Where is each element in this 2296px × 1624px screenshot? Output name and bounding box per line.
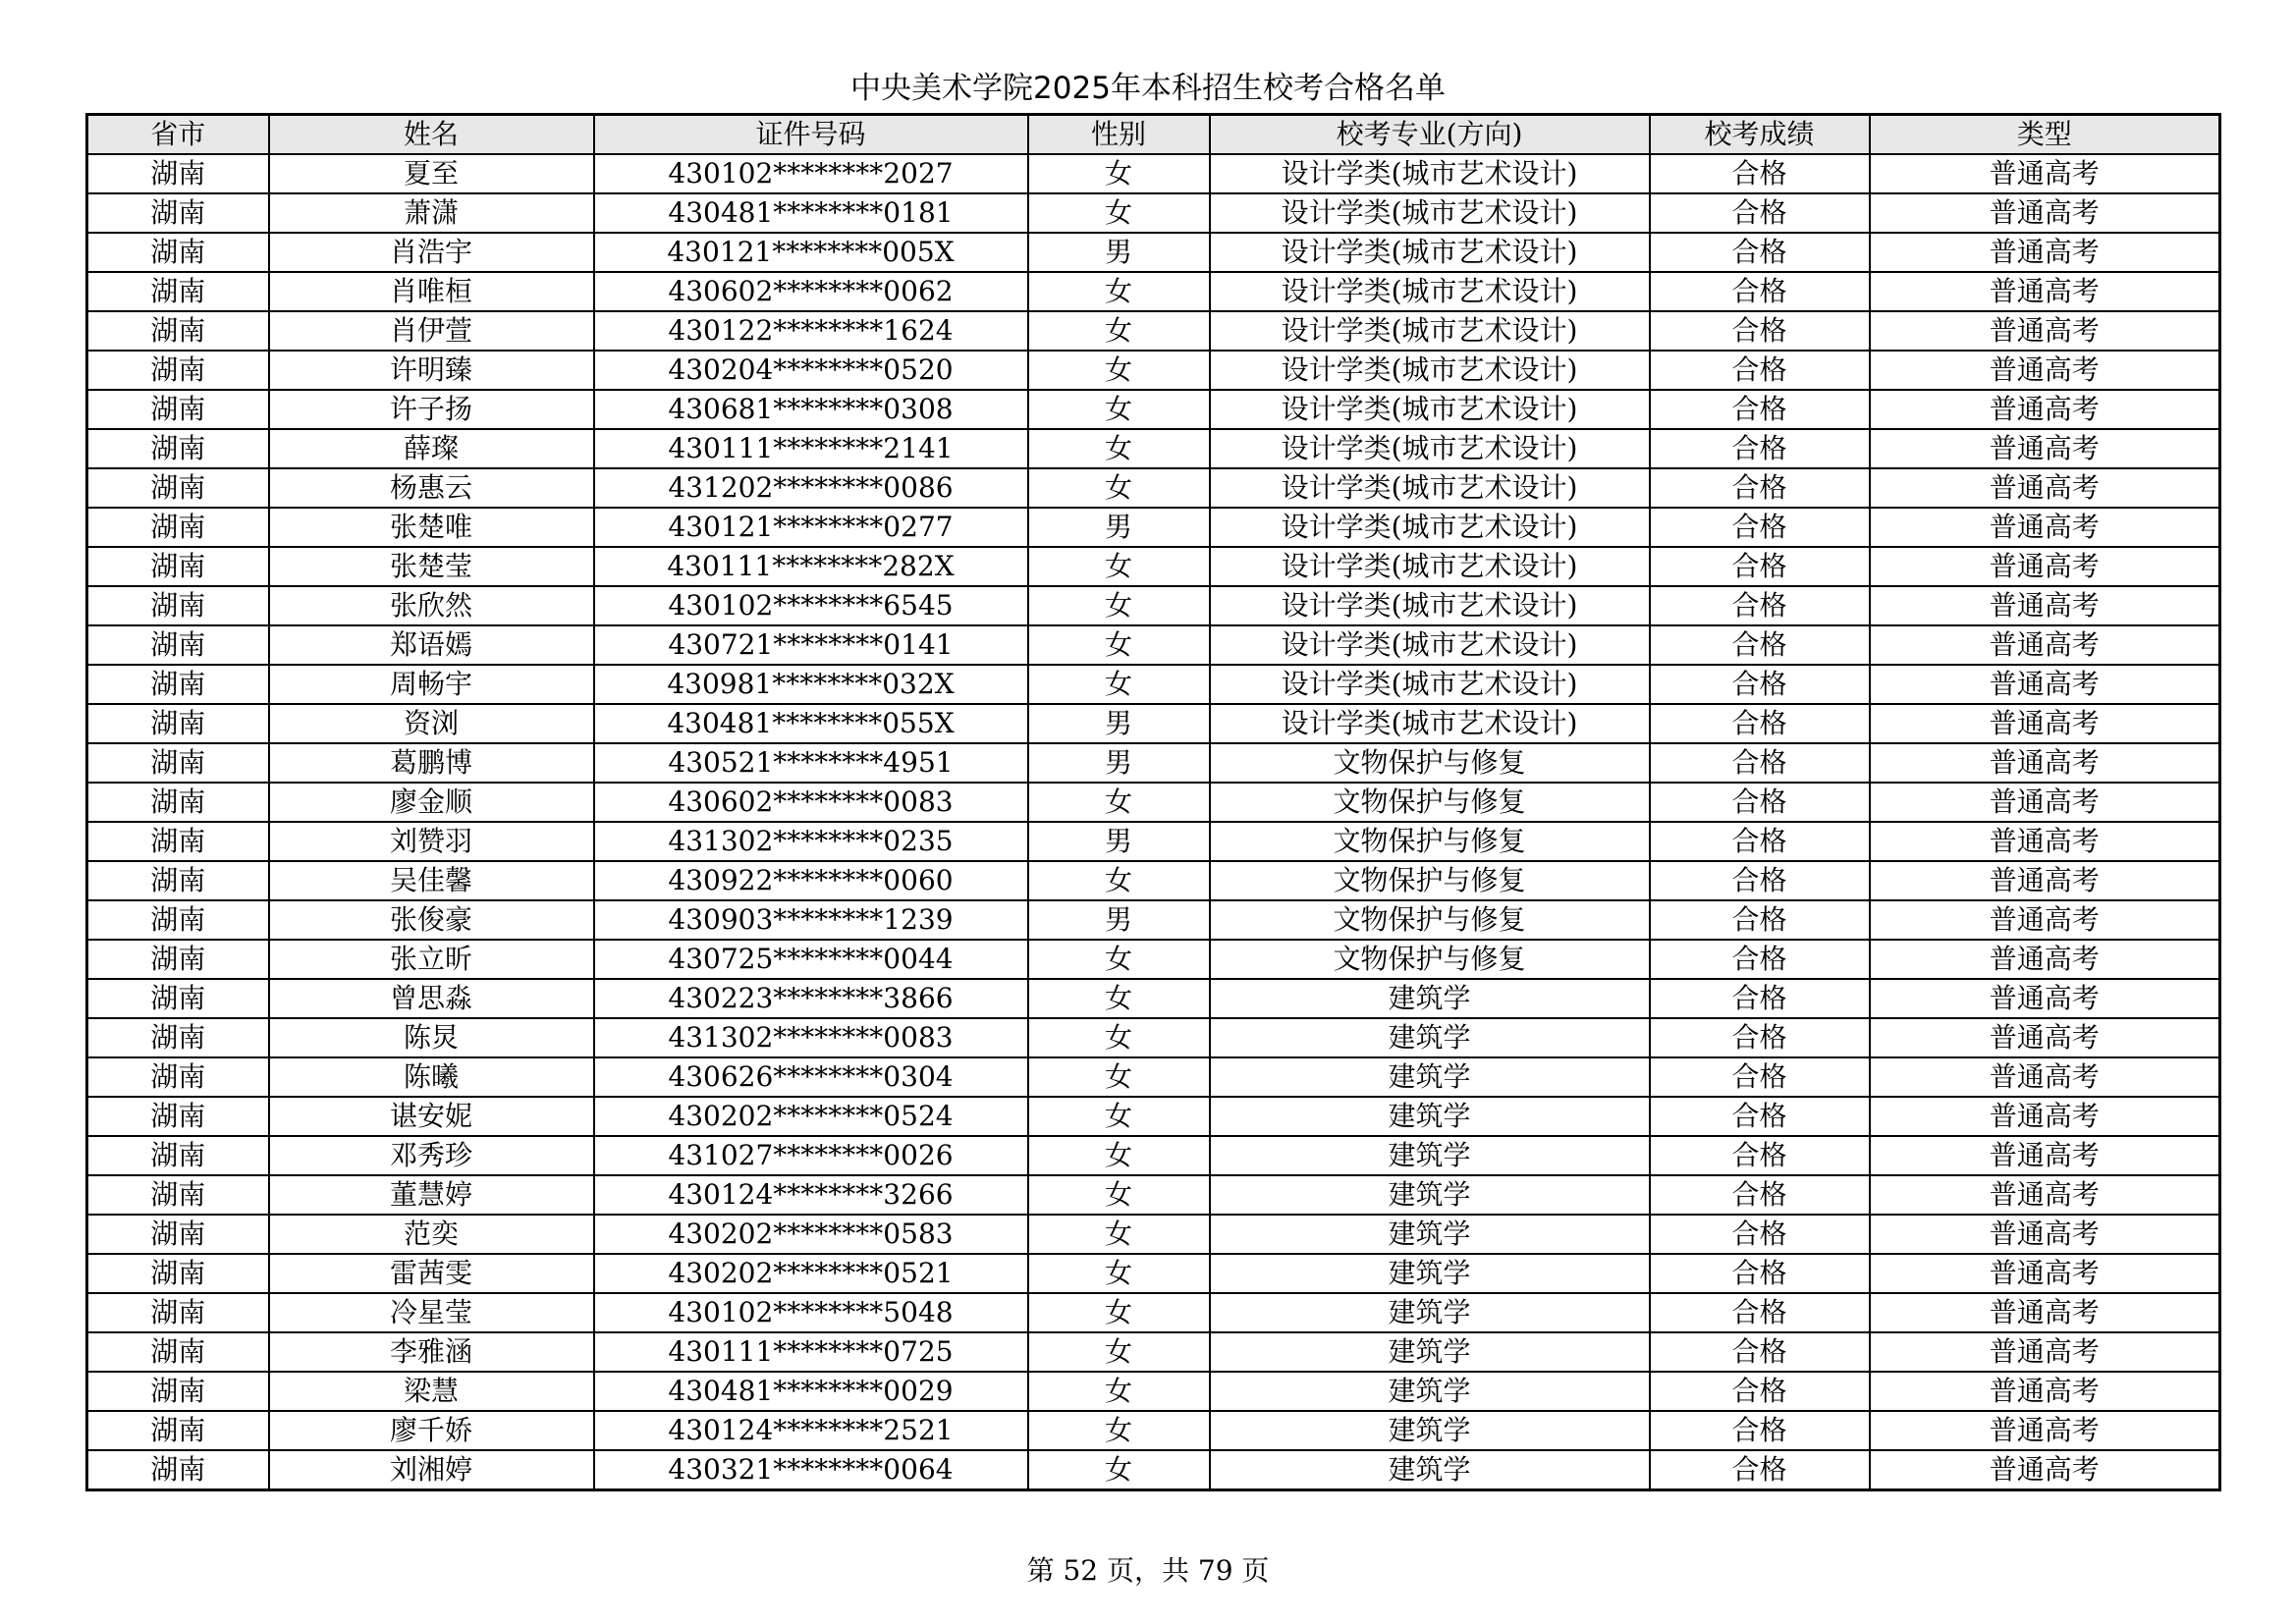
table-row <box>87 1215 2220 1254</box>
cell-id-number: 430725********0044 <box>594 940 1028 979</box>
cell-type: 普通高考 <box>1870 783 2220 822</box>
cell-gender: 女 <box>1028 311 1210 351</box>
cell-gender: 女 <box>1028 468 1210 508</box>
cell-result: 合格 <box>1650 154 1870 193</box>
cell-province: 湖南 <box>87 1372 269 1411</box>
table-row <box>87 154 2220 193</box>
cell-name: 邓秀珍 <box>269 1136 594 1175</box>
cell-province: 湖南 <box>87 940 269 979</box>
cell-id-number: 430903********1239 <box>594 900 1028 940</box>
table-row <box>87 783 2220 822</box>
cell-type: 普通高考 <box>1870 743 2220 783</box>
cell-gender: 女 <box>1028 861 1210 900</box>
cell-name: 肖浩宇 <box>269 233 594 272</box>
cell-result: 合格 <box>1650 429 1870 468</box>
cell-province: 湖南 <box>87 783 269 822</box>
cell-gender: 男 <box>1028 900 1210 940</box>
cell-id-number: 430102********6545 <box>594 586 1028 625</box>
cell-province: 湖南 <box>87 468 269 508</box>
cell-gender: 男 <box>1028 233 1210 272</box>
cell-major: 设计学类(城市艺术设计) <box>1210 390 1650 429</box>
cell-major: 文物保护与修复 <box>1210 743 1650 783</box>
cell-province: 湖南 <box>87 311 269 351</box>
cell-gender: 女 <box>1028 1215 1210 1254</box>
cell-gender: 女 <box>1028 625 1210 665</box>
table-row <box>87 1254 2220 1293</box>
cell-major: 设计学类(城市艺术设计) <box>1210 468 1650 508</box>
cell-gender: 女 <box>1028 351 1210 390</box>
table-row <box>87 822 2220 861</box>
cell-province: 湖南 <box>87 822 269 861</box>
cell-gender: 男 <box>1028 704 1210 743</box>
cell-name: 谌安妮 <box>269 1097 594 1136</box>
cell-name: 张楚莹 <box>269 547 594 586</box>
cell-result: 合格 <box>1650 547 1870 586</box>
cell-gender: 女 <box>1028 1018 1210 1057</box>
table-row <box>87 1293 2220 1332</box>
cell-major: 设计学类(城市艺术设计) <box>1210 311 1650 351</box>
cell-id-number: 430102********2027 <box>594 154 1028 193</box>
cell-major: 设计学类(城市艺术设计) <box>1210 154 1650 193</box>
cell-gender: 女 <box>1028 1175 1210 1215</box>
cell-name: 薛璨 <box>269 429 594 468</box>
cell-id-number: 430602********0083 <box>594 783 1028 822</box>
table-row <box>87 351 2220 390</box>
cell-province: 湖南 <box>87 1215 269 1254</box>
cell-result: 合格 <box>1650 508 1870 547</box>
cell-province: 湖南 <box>87 861 269 900</box>
cell-name: 廖千娇 <box>269 1411 594 1450</box>
cell-major: 文物保护与修复 <box>1210 822 1650 861</box>
cell-province: 湖南 <box>87 1018 269 1057</box>
cell-province: 湖南 <box>87 625 269 665</box>
table-row <box>87 1136 2220 1175</box>
cell-id-number: 430321********0064 <box>594 1450 1028 1490</box>
cell-type: 普通高考 <box>1870 154 2220 193</box>
cell-gender: 女 <box>1028 154 1210 193</box>
cell-result: 合格 <box>1650 1018 1870 1057</box>
cell-type: 普通高考 <box>1870 311 2220 351</box>
cell-type: 普通高考 <box>1870 1215 2220 1254</box>
cell-province: 湖南 <box>87 704 269 743</box>
cell-major: 设计学类(城市艺术设计) <box>1210 351 1650 390</box>
cell-gender: 男 <box>1028 508 1210 547</box>
cell-id-number: 430111********282X <box>594 547 1028 586</box>
cell-result: 合格 <box>1650 665 1870 704</box>
cell-name: 陈曦 <box>269 1057 594 1097</box>
table-row <box>87 193 2220 233</box>
cell-type: 普通高考 <box>1870 1175 2220 1215</box>
cell-province: 湖南 <box>87 351 269 390</box>
cell-province: 湖南 <box>87 1293 269 1332</box>
cell-major: 建筑学 <box>1210 1136 1650 1175</box>
table-header-row <box>87 115 2220 155</box>
cell-type: 普通高考 <box>1870 1411 2220 1450</box>
cell-major: 建筑学 <box>1210 1254 1650 1293</box>
cell-id-number: 430111********0725 <box>594 1332 1028 1372</box>
table-row <box>87 665 2220 704</box>
cell-province: 湖南 <box>87 233 269 272</box>
cell-province: 湖南 <box>87 743 269 783</box>
cell-result: 合格 <box>1650 1332 1870 1372</box>
cell-id-number: 430202********0521 <box>594 1254 1028 1293</box>
cell-province: 湖南 <box>87 508 269 547</box>
cell-province: 湖南 <box>87 979 269 1018</box>
cell-type: 普通高考 <box>1870 1254 2220 1293</box>
cell-type: 普通高考 <box>1870 272 2220 311</box>
cell-name: 刘赞羽 <box>269 822 594 861</box>
header-gender: 性别 <box>1028 115 1210 155</box>
cell-gender: 女 <box>1028 783 1210 822</box>
cell-major: 建筑学 <box>1210 1372 1650 1411</box>
cell-major: 文物保护与修复 <box>1210 940 1650 979</box>
cell-province: 湖南 <box>87 900 269 940</box>
cell-id-number: 430202********0583 <box>594 1215 1028 1254</box>
cell-type: 普通高考 <box>1870 1018 2220 1057</box>
cell-id-number: 430122********1624 <box>594 311 1028 351</box>
cell-name: 刘湘婷 <box>269 1450 594 1490</box>
cell-id-number: 431302********0083 <box>594 1018 1028 1057</box>
cell-major: 建筑学 <box>1210 1450 1650 1490</box>
cell-name: 资浏 <box>269 704 594 743</box>
cell-name: 吴佳馨 <box>269 861 594 900</box>
header-name: 姓名 <box>269 115 594 155</box>
cell-id-number: 430681********0308 <box>594 390 1028 429</box>
cell-name: 廖金顺 <box>269 783 594 822</box>
cell-gender: 女 <box>1028 1293 1210 1332</box>
cell-major: 建筑学 <box>1210 979 1650 1018</box>
cell-type: 普通高考 <box>1870 625 2220 665</box>
cell-name: 杨惠云 <box>269 468 594 508</box>
table-row <box>87 272 2220 311</box>
table-row <box>87 1332 2220 1372</box>
cell-id-number: 430204********0520 <box>594 351 1028 390</box>
cell-type: 普通高考 <box>1870 233 2220 272</box>
table-row <box>87 547 2220 586</box>
cell-major: 建筑学 <box>1210 1411 1650 1450</box>
cell-result: 合格 <box>1650 783 1870 822</box>
table-row <box>87 586 2220 625</box>
document-title: 中央美术学院2025年本科招生校考合格名单 <box>850 71 1446 106</box>
cell-type: 普通高考 <box>1870 900 2220 940</box>
cell-result: 合格 <box>1650 1254 1870 1293</box>
cell-result: 合格 <box>1650 1057 1870 1097</box>
cell-id-number: 430121********0277 <box>594 508 1028 547</box>
cell-gender: 女 <box>1028 979 1210 1018</box>
cell-province: 湖南 <box>87 1450 269 1490</box>
header-province: 省市 <box>87 115 269 155</box>
cell-major: 设计学类(城市艺术设计) <box>1210 508 1650 547</box>
cell-name: 曾思淼 <box>269 979 594 1018</box>
cell-result: 合格 <box>1650 390 1870 429</box>
table-row <box>87 1018 2220 1057</box>
cell-major: 设计学类(城市艺术设计) <box>1210 625 1650 665</box>
cell-id-number: 430521********4951 <box>594 743 1028 783</box>
cell-result: 合格 <box>1650 1175 1870 1215</box>
cell-id-number: 430102********5048 <box>594 1293 1028 1332</box>
cell-name: 雷茜雯 <box>269 1254 594 1293</box>
cell-province: 湖南 <box>87 1254 269 1293</box>
cell-result: 合格 <box>1650 193 1870 233</box>
cell-id-number: 430922********0060 <box>594 861 1028 900</box>
cell-gender: 女 <box>1028 1411 1210 1450</box>
cell-name: 周畅宇 <box>269 665 594 704</box>
cell-gender: 女 <box>1028 1136 1210 1175</box>
cell-result: 合格 <box>1650 940 1870 979</box>
table-row <box>87 429 2220 468</box>
cell-major: 建筑学 <box>1210 1215 1650 1254</box>
cell-result: 合格 <box>1650 1136 1870 1175</box>
cell-result: 合格 <box>1650 1097 1870 1136</box>
cell-type: 普通高考 <box>1870 586 2220 625</box>
cell-id-number: 430981********032X <box>594 665 1028 704</box>
cell-type: 普通高考 <box>1870 665 2220 704</box>
cell-name: 陈炅 <box>269 1018 594 1057</box>
cell-name: 葛鹏博 <box>269 743 594 783</box>
cell-result: 合格 <box>1650 1293 1870 1332</box>
cell-result: 合格 <box>1650 351 1870 390</box>
cell-province: 湖南 <box>87 1332 269 1372</box>
cell-major: 设计学类(城市艺术设计) <box>1210 233 1650 272</box>
cell-province: 湖南 <box>87 1136 269 1175</box>
cell-province: 湖南 <box>87 390 269 429</box>
cell-province: 湖南 <box>87 193 269 233</box>
cell-major: 建筑学 <box>1210 1097 1650 1136</box>
cell-province: 湖南 <box>87 586 269 625</box>
cell-gender: 男 <box>1028 743 1210 783</box>
table-body <box>87 154 2220 1490</box>
cell-result: 合格 <box>1650 900 1870 940</box>
cell-result: 合格 <box>1650 468 1870 508</box>
admission-table <box>85 113 2221 1491</box>
cell-province: 湖南 <box>87 1057 269 1097</box>
cell-type: 普通高考 <box>1870 822 2220 861</box>
cell-result: 合格 <box>1650 861 1870 900</box>
cell-id-number: 430124********3266 <box>594 1175 1028 1215</box>
table-row <box>87 390 2220 429</box>
cell-major: 设计学类(城市艺术设计) <box>1210 704 1650 743</box>
cell-result: 合格 <box>1650 625 1870 665</box>
cell-id-number: 430481********0029 <box>594 1372 1028 1411</box>
cell-major: 建筑学 <box>1210 1018 1650 1057</box>
cell-gender: 女 <box>1028 547 1210 586</box>
cell-type: 普通高考 <box>1870 1097 2220 1136</box>
cell-major: 建筑学 <box>1210 1293 1650 1332</box>
cell-province: 湖南 <box>87 665 269 704</box>
table-row <box>87 1372 2220 1411</box>
cell-type: 普通高考 <box>1870 351 2220 390</box>
cell-province: 湖南 <box>87 429 269 468</box>
cell-id-number: 430626********0304 <box>594 1057 1028 1097</box>
table-row <box>87 508 2220 547</box>
cell-result: 合格 <box>1650 272 1870 311</box>
cell-id-number: 430602********0062 <box>594 272 1028 311</box>
cell-result: 合格 <box>1650 1450 1870 1490</box>
cell-name: 董慧婷 <box>269 1175 594 1215</box>
cell-id-number: 430121********005X <box>594 233 1028 272</box>
cell-id-number: 430111********2141 <box>594 429 1028 468</box>
cell-name: 许明臻 <box>269 351 594 390</box>
cell-id-number: 431202********0086 <box>594 468 1028 508</box>
cell-type: 普通高考 <box>1870 468 2220 508</box>
cell-type: 普通高考 <box>1870 429 2220 468</box>
cell-gender: 女 <box>1028 586 1210 625</box>
cell-name: 肖伊萱 <box>269 311 594 351</box>
cell-id-number: 430202********0524 <box>594 1097 1028 1136</box>
cell-id-number: 430721********0141 <box>594 625 1028 665</box>
cell-id-number: 430223********3866 <box>594 979 1028 1018</box>
cell-province: 湖南 <box>87 547 269 586</box>
table-row <box>87 940 2220 979</box>
cell-result: 合格 <box>1650 586 1870 625</box>
cell-name: 李雅涵 <box>269 1332 594 1372</box>
cell-name: 冷星莹 <box>269 1293 594 1332</box>
cell-result: 合格 <box>1650 233 1870 272</box>
cell-type: 普通高考 <box>1870 940 2220 979</box>
table-row <box>87 311 2220 351</box>
table-row <box>87 1450 2220 1490</box>
cell-type: 普通高考 <box>1870 1057 2220 1097</box>
cell-gender: 女 <box>1028 390 1210 429</box>
header-major: 校考专业(方向) <box>1210 115 1650 155</box>
cell-type: 普通高考 <box>1870 547 2220 586</box>
table-row <box>87 1097 2220 1136</box>
cell-major: 文物保护与修复 <box>1210 861 1650 900</box>
cell-type: 普通高考 <box>1870 979 2220 1018</box>
cell-result: 合格 <box>1650 1411 1870 1450</box>
cell-type: 普通高考 <box>1870 861 2220 900</box>
cell-name: 张俊豪 <box>269 900 594 940</box>
cell-name: 张欣然 <box>269 586 594 625</box>
cell-name: 梁慧 <box>269 1372 594 1411</box>
cell-major: 文物保护与修复 <box>1210 900 1650 940</box>
cell-gender: 女 <box>1028 1450 1210 1490</box>
cell-gender: 女 <box>1028 1254 1210 1293</box>
cell-major: 文物保护与修复 <box>1210 783 1650 822</box>
cell-major: 设计学类(城市艺术设计) <box>1210 429 1650 468</box>
page-footer: 第 52 页，共 79 页 <box>1026 1554 1270 1587</box>
cell-result: 合格 <box>1650 311 1870 351</box>
cell-result: 合格 <box>1650 1372 1870 1411</box>
cell-type: 普通高考 <box>1870 1372 2220 1411</box>
table-row <box>87 1175 2220 1215</box>
cell-province: 湖南 <box>87 1097 269 1136</box>
cell-type: 普通高考 <box>1870 1450 2220 1490</box>
header-id-number: 证件号码 <box>594 115 1028 155</box>
cell-type: 普通高考 <box>1870 193 2220 233</box>
cell-major: 建筑学 <box>1210 1175 1650 1215</box>
cell-result: 合格 <box>1650 704 1870 743</box>
cell-major: 建筑学 <box>1210 1057 1650 1097</box>
cell-type: 普通高考 <box>1870 704 2220 743</box>
cell-name: 许子扬 <box>269 390 594 429</box>
cell-name: 夏至 <box>269 154 594 193</box>
cell-major: 设计学类(城市艺术设计) <box>1210 665 1650 704</box>
cell-gender: 女 <box>1028 429 1210 468</box>
table-row <box>87 979 2220 1018</box>
cell-result: 合格 <box>1650 1215 1870 1254</box>
table-row <box>87 900 2220 940</box>
cell-type: 普通高考 <box>1870 390 2220 429</box>
cell-gender: 女 <box>1028 1372 1210 1411</box>
cell-name: 张立昕 <box>269 940 594 979</box>
cell-type: 普通高考 <box>1870 1332 2220 1372</box>
cell-province: 湖南 <box>87 1411 269 1450</box>
cell-gender: 女 <box>1028 1332 1210 1372</box>
cell-result: 合格 <box>1650 743 1870 783</box>
cell-gender: 女 <box>1028 193 1210 233</box>
cell-id-number: 430481********055X <box>594 704 1028 743</box>
cell-id-number: 431027********0026 <box>594 1136 1028 1175</box>
cell-name: 萧潇 <box>269 193 594 233</box>
cell-result: 合格 <box>1650 979 1870 1018</box>
cell-gender: 女 <box>1028 665 1210 704</box>
header-type: 类型 <box>1870 115 2220 155</box>
table-row <box>87 861 2220 900</box>
cell-name: 范奕 <box>269 1215 594 1254</box>
table-row <box>87 1411 2220 1450</box>
table-row <box>87 233 2220 272</box>
cell-gender: 女 <box>1028 940 1210 979</box>
cell-gender: 女 <box>1028 272 1210 311</box>
cell-gender: 女 <box>1028 1057 1210 1097</box>
cell-province: 湖南 <box>87 1175 269 1215</box>
cell-major: 设计学类(城市艺术设计) <box>1210 272 1650 311</box>
cell-major: 设计学类(城市艺术设计) <box>1210 193 1650 233</box>
table-row <box>87 1057 2220 1097</box>
cell-name: 肖唯桓 <box>269 272 594 311</box>
cell-result: 合格 <box>1650 822 1870 861</box>
cell-gender: 女 <box>1028 1097 1210 1136</box>
cell-id-number: 431302********0235 <box>594 822 1028 861</box>
cell-name: 郑语嫣 <box>269 625 594 665</box>
cell-major: 设计学类(城市艺术设计) <box>1210 586 1650 625</box>
cell-name: 张楚唯 <box>269 508 594 547</box>
cell-major: 设计学类(城市艺术设计) <box>1210 547 1650 586</box>
cell-type: 普通高考 <box>1870 508 2220 547</box>
table-row <box>87 704 2220 743</box>
cell-major: 建筑学 <box>1210 1332 1650 1372</box>
table-row <box>87 743 2220 783</box>
cell-id-number: 430481********0181 <box>594 193 1028 233</box>
table-row <box>87 468 2220 508</box>
table-row <box>87 625 2220 665</box>
cell-id-number: 430124********2521 <box>594 1411 1028 1450</box>
cell-gender: 男 <box>1028 822 1210 861</box>
cell-type: 普通高考 <box>1870 1293 2220 1332</box>
cell-type: 普通高考 <box>1870 1136 2220 1175</box>
cell-province: 湖南 <box>87 272 269 311</box>
cell-province: 湖南 <box>87 154 269 193</box>
header-result: 校考成绩 <box>1650 115 1870 155</box>
